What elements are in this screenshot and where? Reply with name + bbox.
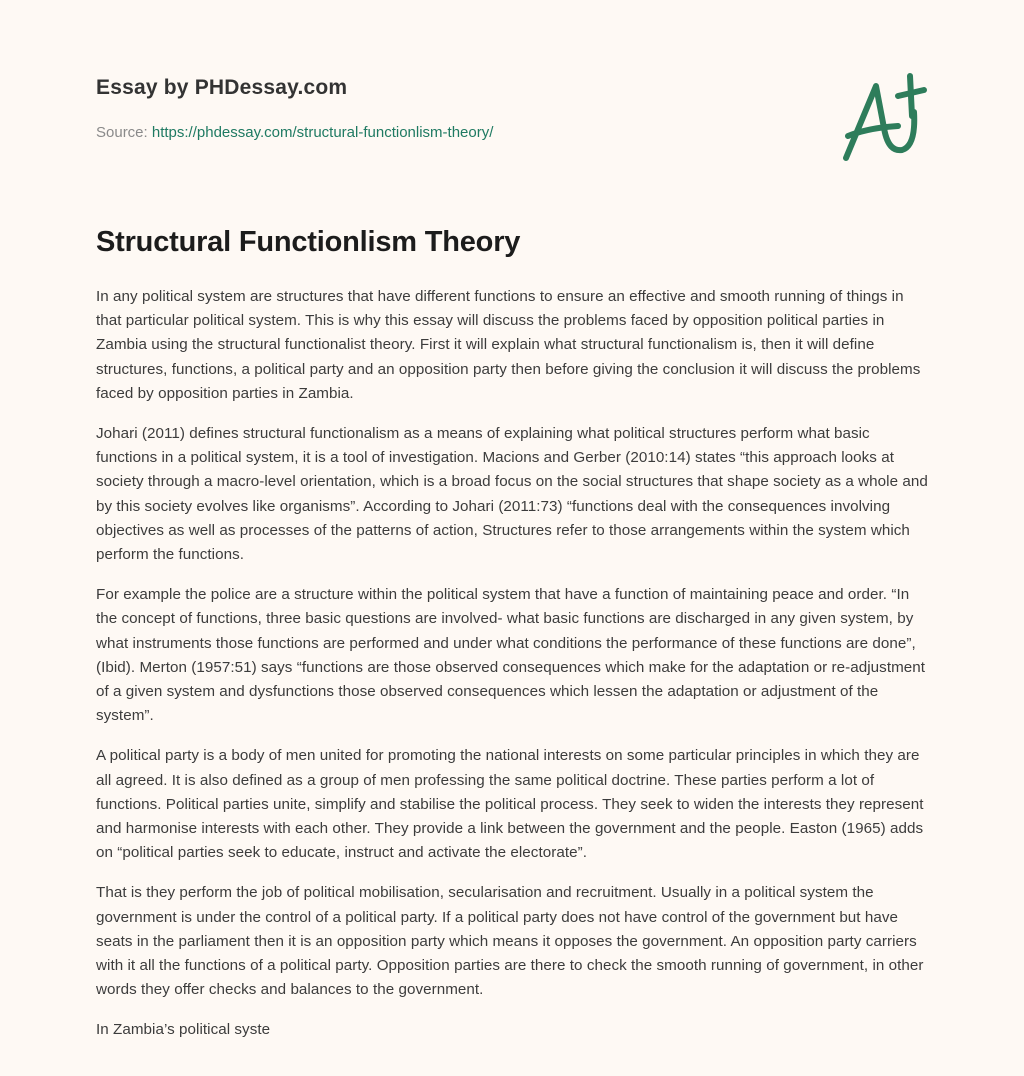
source-line: [96, 124, 493, 141]
essay-paragraph: A political party is a body of men united for promoting the national interests on some particular principles in which they are all agreed. It is also defined as a group of men professing the same political doctrine. These parties perform a lot of functions. Political parties unite, simplify and stabilise the political process. They seek to widen the interests they represent and harmonise interests with each other. They provide a link between the government and the people. Easton (1965) adds on “political parties seek to educate, instruct and activate the electorate”.: [96, 747, 924, 862]
a-plus-grade-icon: [824, 66, 928, 164]
source-label: Source:: [96, 124, 152, 141]
source-link[interactable]: https://phdessay.com/structural-functionlism-theory/: [151, 124, 494, 141]
essay-page: [96, 0, 928, 1039]
essay-paragraph: In any political system are structures that have different functions to ensure an effective and smooth running of things in that particular political system. This is why this essay will discuss the problems faced by opposition political parties in Zambia using the structural functionalist theory. First it will explain what structural functionalism is, then it will define structures, functions, a political party and an opposition party then before giving the conclusion it will discuss the problems faced by opposition parties in Zambia.: [96, 288, 921, 402]
essay-paragraph: Johari (2011) defines structural functionalism as a means of explaining what political structures perform what basic functions in a political system, it is a tool of investigation. Macions and Gerber (2010:14) states “this approach looks at society through a macro-level orientation, which is a broad focus on the social structures that shape society as a whole and by this society evolves like organisms”. According to Johari (2011:73) “functions deal with the consequences involving objectives as well as processes of the patterns of action, Structures refer to those arrangements within the system which perform the functions.: [96, 425, 928, 564]
essay-body: [96, 285, 928, 1059]
essay-paragraph: For example the police are a structure within the political system that have a function of maintaining peace and order. “In the concept of functions, three basic questions are involved- what basic functions are discharged in any given system, by what instruments those functions are performed and under what conditions the performance of these functions are done”,(Ibid). Merton (1957:51) says “functions are those observed consequences which make for the adaptation or re-adjustment of a given system and dysfunctions those observed consequences which lessen the adaptation or adjustment of the system”.: [96, 586, 926, 725]
essay-paragraph: That is they perform the job of political mobilisation, secularisation and recruitment. Usually in a political system the government is under the control of a political party. If a political party does not have control of the government but have seats in the parliament then it is an opposition party which means it opposes the government. An opposition party carriers with it all the functions of a political party. Opposition parties are there to check the smooth running of government, in other words they offer checks and balances to the government.: [96, 884, 924, 999]
essay-paragraph-truncated: In Zambia’s political syste: [96, 1021, 271, 1039]
essay-title: Structural Functionlism Theory: [96, 226, 521, 258]
page-header: [96, 0, 928, 210]
site-title: Essay by PHDessay.com: [96, 76, 348, 99]
